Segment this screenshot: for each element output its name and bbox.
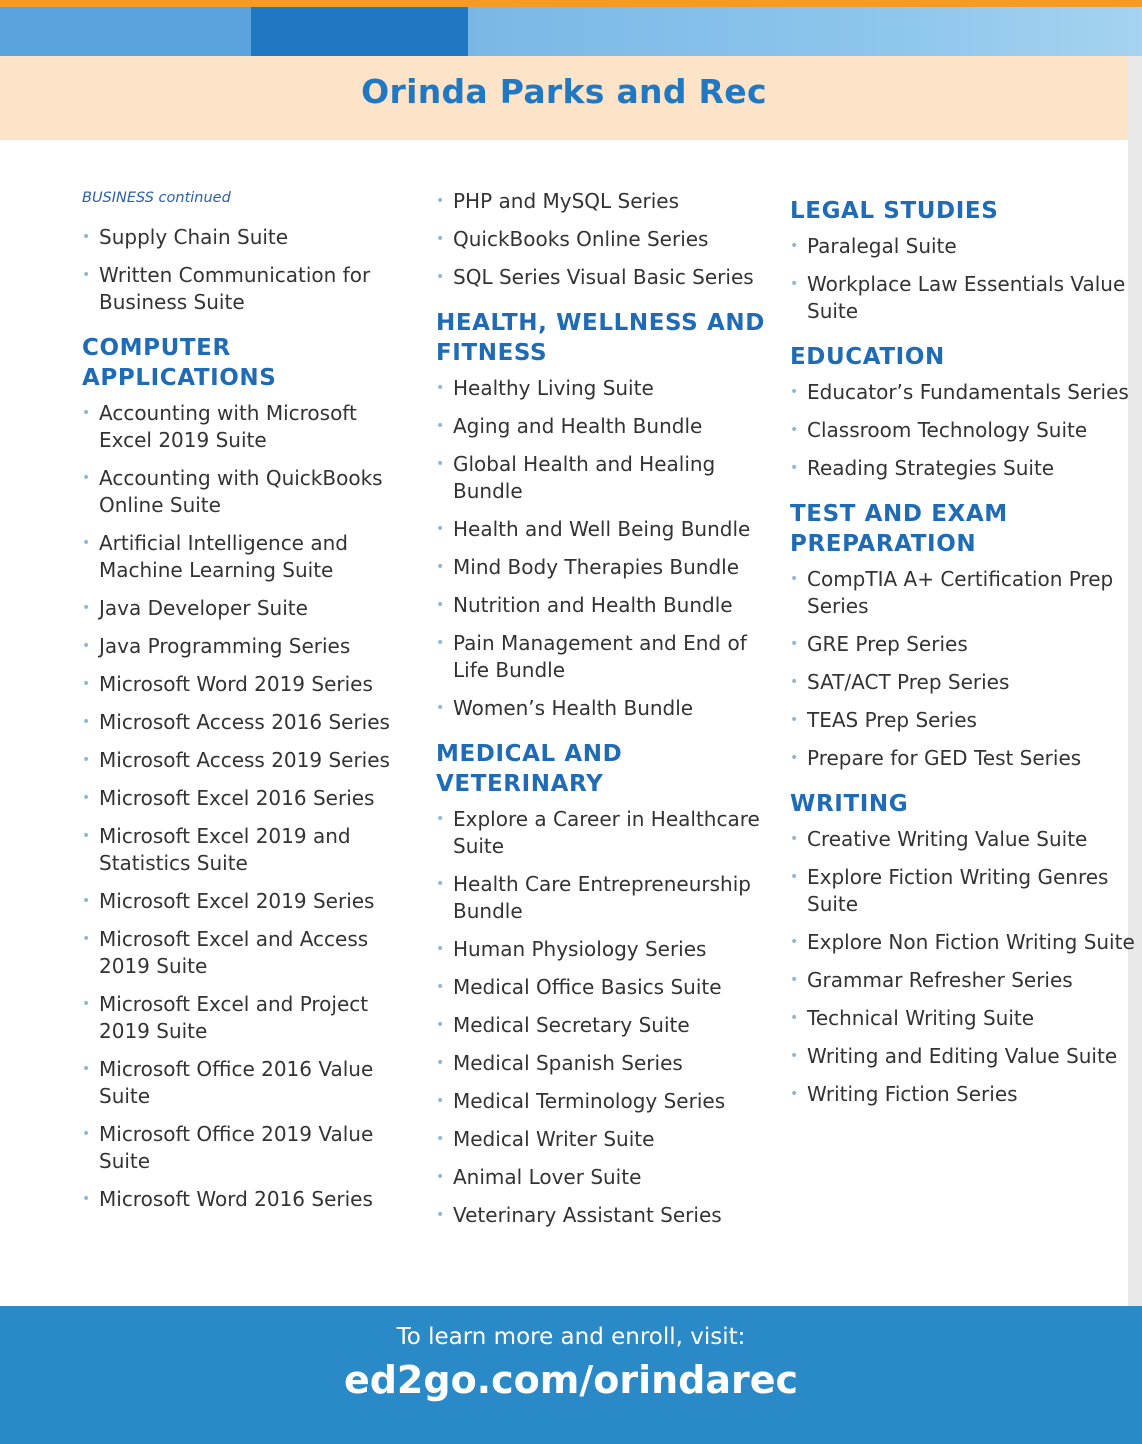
list-item: • Medical Writer Suite xyxy=(436,1126,776,1153)
column-2 xyxy=(436,188,776,1246)
list-item: • Written Communication for Business Suite xyxy=(82,262,412,316)
footer-url-link[interactable]: ed2go.com/orindarec xyxy=(343,1358,799,1402)
list-item: • Human Physiology Series xyxy=(436,936,776,963)
list-item: • Nutrition and Health Bundle xyxy=(436,592,776,619)
list-item: • Microsoft Excel 2019 Series xyxy=(82,888,412,915)
top-color-bar xyxy=(0,0,1142,56)
list-item: • Classroom Technology Suite xyxy=(790,417,1135,444)
legal-studies-heading: LEGAL STUDIES xyxy=(790,198,999,224)
list-item: • Medical Secretary Suite xyxy=(436,1012,776,1039)
list-item: • Writing and Editing Value Suite xyxy=(790,1043,1135,1070)
list-item: • Medical Office Basics Suite xyxy=(436,974,776,1001)
list-item: • Veterinary Assistant Series xyxy=(436,1202,776,1229)
list-item: • Global Health and Healing Bundle xyxy=(436,451,776,505)
list-item: • Java Developer Suite xyxy=(82,595,412,622)
list-item: • PHP and MySQL Series xyxy=(436,188,776,215)
column-1 xyxy=(82,190,412,1230)
list-item: • Explore Non Fiction Writing Suite xyxy=(790,929,1135,956)
list-item: • Aging and Health Bundle xyxy=(436,413,776,440)
list-item: • Writing Fiction Series xyxy=(790,1081,1135,1108)
list-item: • Microsoft Excel 2019 and Statistics Suite xyxy=(82,823,412,877)
list-item: • GRE Prep Series xyxy=(790,631,1135,658)
legal-studies-list xyxy=(790,233,1135,325)
list-item: • Java Programming Series xyxy=(82,633,412,660)
health-wellness-heading: HEALTH, WELLNESS AND FITNESS xyxy=(436,310,765,366)
computer-applications-list xyxy=(82,400,412,1213)
list-item: • Microsoft Access 2016 Series xyxy=(82,709,412,736)
list-item: • Mind Body Therapies Bundle xyxy=(436,554,776,581)
list-item: • Microsoft Access 2019 Series xyxy=(82,747,412,774)
computer-applications-heading: COMPUTER APPLICATIONS xyxy=(82,335,277,391)
footer-banner xyxy=(0,1306,1142,1444)
business-continued-list xyxy=(436,188,776,291)
list-item: • Paralegal Suite xyxy=(790,233,1135,260)
list-item: • Microsoft Office 2016 Value Suite xyxy=(82,1056,412,1110)
page-title: Orinda Parks and Rec xyxy=(361,72,767,111)
health-wellness-list xyxy=(436,375,776,722)
business-continued-label: BUSINESS continued xyxy=(82,190,231,206)
list-item: • Pain Management and End of Life Bundle xyxy=(436,630,776,684)
list-item: • Microsoft Excel and Project 2019 Suite xyxy=(82,991,412,1045)
list-item: • Technical Writing Suite xyxy=(790,1005,1135,1032)
list-item: • SQL Series Visual Basic Series xyxy=(436,264,776,291)
list-item: • Creative Writing Value Suite xyxy=(790,826,1135,853)
list-item: • Microsoft Word 2016 Series xyxy=(82,1186,412,1213)
list-item: • Accounting with Microsoft Excel 2019 Suite xyxy=(82,400,412,454)
list-item: • Prepare for GED Test Series xyxy=(790,745,1135,772)
list-item: • Supply Chain Suite xyxy=(82,224,412,251)
list-item: • Health and Well Being Bundle xyxy=(436,516,776,543)
footer-enroll-text: To learn more and enroll, visit: xyxy=(396,1324,746,1350)
list-item: • Explore Fiction Writing Genres Suite xyxy=(790,864,1135,918)
list-item: • Artificial Intelligence and Machine Learning Suite xyxy=(82,530,412,584)
medical-veterinary-list xyxy=(436,806,776,1229)
list-item: • Grammar Refresher Series xyxy=(790,967,1135,994)
writing-heading: WRITING xyxy=(790,791,909,817)
education-heading: EDUCATION xyxy=(790,344,945,370)
test-exam-list xyxy=(790,566,1135,772)
list-item: • Workplace Law Essentials Value Suite xyxy=(790,271,1135,325)
list-item: • Health Care Entrepreneurship Bundle xyxy=(436,871,776,925)
list-item: • Microsoft Office 2019 Value Suite xyxy=(82,1121,412,1175)
column-3 xyxy=(790,196,1135,1125)
list-item: • TEAS Prep Series xyxy=(790,707,1135,734)
list-item: • Explore a Career in Healthcare Suite xyxy=(436,806,776,860)
top-orange-stripe xyxy=(0,0,1142,7)
title-banner xyxy=(0,56,1128,140)
education-list xyxy=(790,379,1135,482)
list-item: • Healthy Living Suite xyxy=(436,375,776,402)
list-item: • SAT/ACT Prep Series xyxy=(790,669,1135,696)
list-item: • Microsoft Word 2019 Series xyxy=(82,671,412,698)
list-item: • Accounting with QuickBooks Online Suite xyxy=(82,465,412,519)
list-item: • CompTIA A+ Certification Prep Series xyxy=(790,566,1135,620)
list-item: • Medical Spanish Series xyxy=(436,1050,776,1077)
medical-veterinary-heading: MEDICAL AND VETERINARY xyxy=(436,741,623,797)
list-item: • Medical Terminology Series xyxy=(436,1088,776,1115)
list-item: • Women’s Health Bundle xyxy=(436,695,776,722)
list-item: • Animal Lover Suite xyxy=(436,1164,776,1191)
business-list xyxy=(82,224,412,316)
list-item: • Educator’s Fundamentals Series xyxy=(790,379,1135,406)
list-item: • Reading Strategies Suite xyxy=(790,455,1135,482)
list-item: • Microsoft Excel 2016 Series xyxy=(82,785,412,812)
test-exam-heading: TEST AND EXAM PREPARATION xyxy=(790,501,1008,557)
list-item: • QuickBooks Online Series xyxy=(436,226,776,253)
writing-list xyxy=(790,826,1135,1108)
list-item: • Microsoft Excel and Access 2019 Suite xyxy=(82,926,412,980)
